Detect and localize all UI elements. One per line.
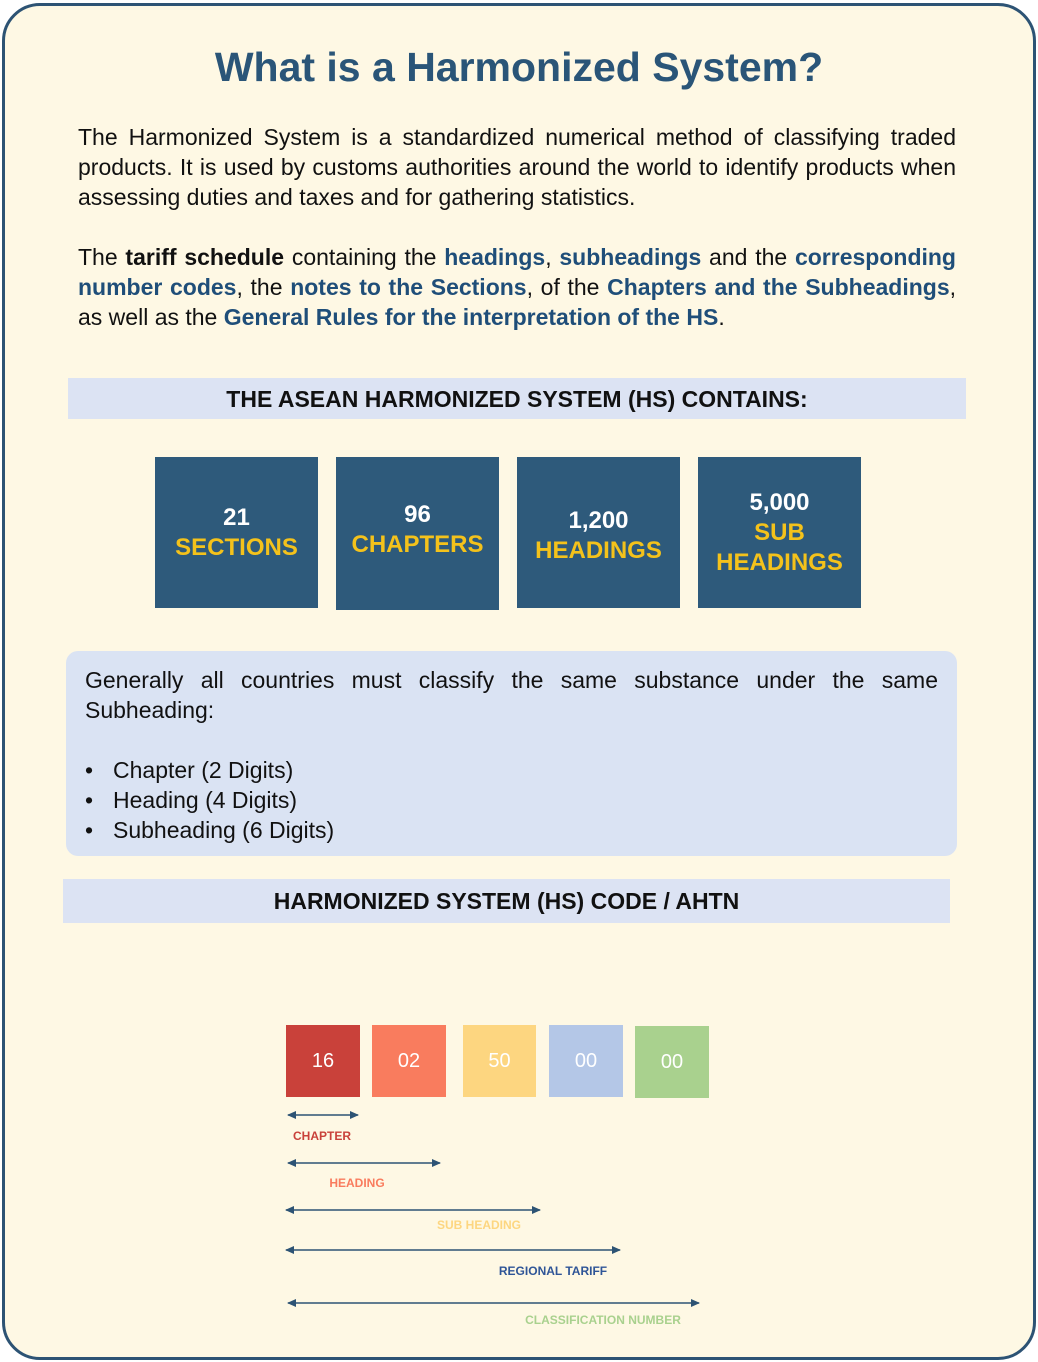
text-span: The xyxy=(78,244,126,270)
list-item-text: Chapter (2 Digits) xyxy=(113,757,294,783)
bullet: • xyxy=(85,757,94,783)
term-chapters-subheadings: Chapters and the Subheadings xyxy=(607,274,950,300)
text-span: , the xyxy=(236,274,291,300)
code-segment-chapter: 16 xyxy=(286,1025,360,1097)
text-span: . xyxy=(718,304,725,330)
term-general-rules: General Rules for the interpretation of the HS xyxy=(223,304,719,330)
text-span: containing the xyxy=(284,244,445,270)
code-segment-heading: 02 xyxy=(372,1025,446,1097)
text-span: , xyxy=(545,244,560,270)
term-section-notes: notes to the Sections xyxy=(290,274,527,300)
stat-number: 21 xyxy=(223,503,250,531)
text-span: , as well as the xyxy=(78,274,957,330)
term-subheadings: subheadings xyxy=(559,244,702,270)
heading-label: HEADING xyxy=(329,1176,385,1190)
list-item-text: Heading (4 Digits) xyxy=(113,787,298,813)
subheading-label: SUB HEADING xyxy=(436,1218,522,1232)
text-span: , of the xyxy=(526,274,608,300)
stat-label: SUB HEADINGS xyxy=(716,518,843,576)
stat-label: SECTIONS xyxy=(175,533,298,561)
bullet: • xyxy=(85,817,94,843)
code-header: HARMONIZED SYSTEM (HS) CODE / AHTN xyxy=(63,879,950,923)
intro-paragraph: The Harmonized System is a standardized numerical method of classifying traded products. It is used by customs authorities around the world to identify products when assessing duties and taxes and for gathering statistics. xyxy=(78,124,956,210)
code-segment-classification: 00 xyxy=(635,1026,709,1098)
contains-header: THE ASEAN HARMONIZED SYSTEM (HS) CONTAINS: xyxy=(68,378,966,419)
stat-number: 1,200 xyxy=(568,506,629,534)
classification-number-label: CLASSIFICATION NUMBER xyxy=(525,1313,681,1327)
term-number-codes: corresponding number codes xyxy=(78,244,956,300)
chapter-label: CHAPTER xyxy=(292,1129,352,1143)
term-headings: headings xyxy=(444,244,546,270)
stat-number: 5,000 xyxy=(749,488,810,516)
regional-tariff-label: REGIONAL TARIFF xyxy=(498,1264,608,1278)
stat-label: HEADINGS xyxy=(535,536,662,564)
stat-number: 96 xyxy=(404,500,431,528)
page-title: What is a Harmonized System? xyxy=(214,44,824,90)
code-segment-subheading: 50 xyxy=(463,1025,536,1097)
bullet: • xyxy=(85,787,94,813)
code-segment-regional: 00 xyxy=(549,1025,623,1097)
stat-label: CHAPTERS xyxy=(351,530,484,558)
term-tariff-schedule: tariff schedule xyxy=(125,244,285,270)
text-span: and the xyxy=(701,244,795,270)
classification-intro: Generally all countries must classify the same substance under the same Subheading: xyxy=(85,667,938,723)
list-item-text: Subheading (6 Digits) xyxy=(113,817,335,843)
